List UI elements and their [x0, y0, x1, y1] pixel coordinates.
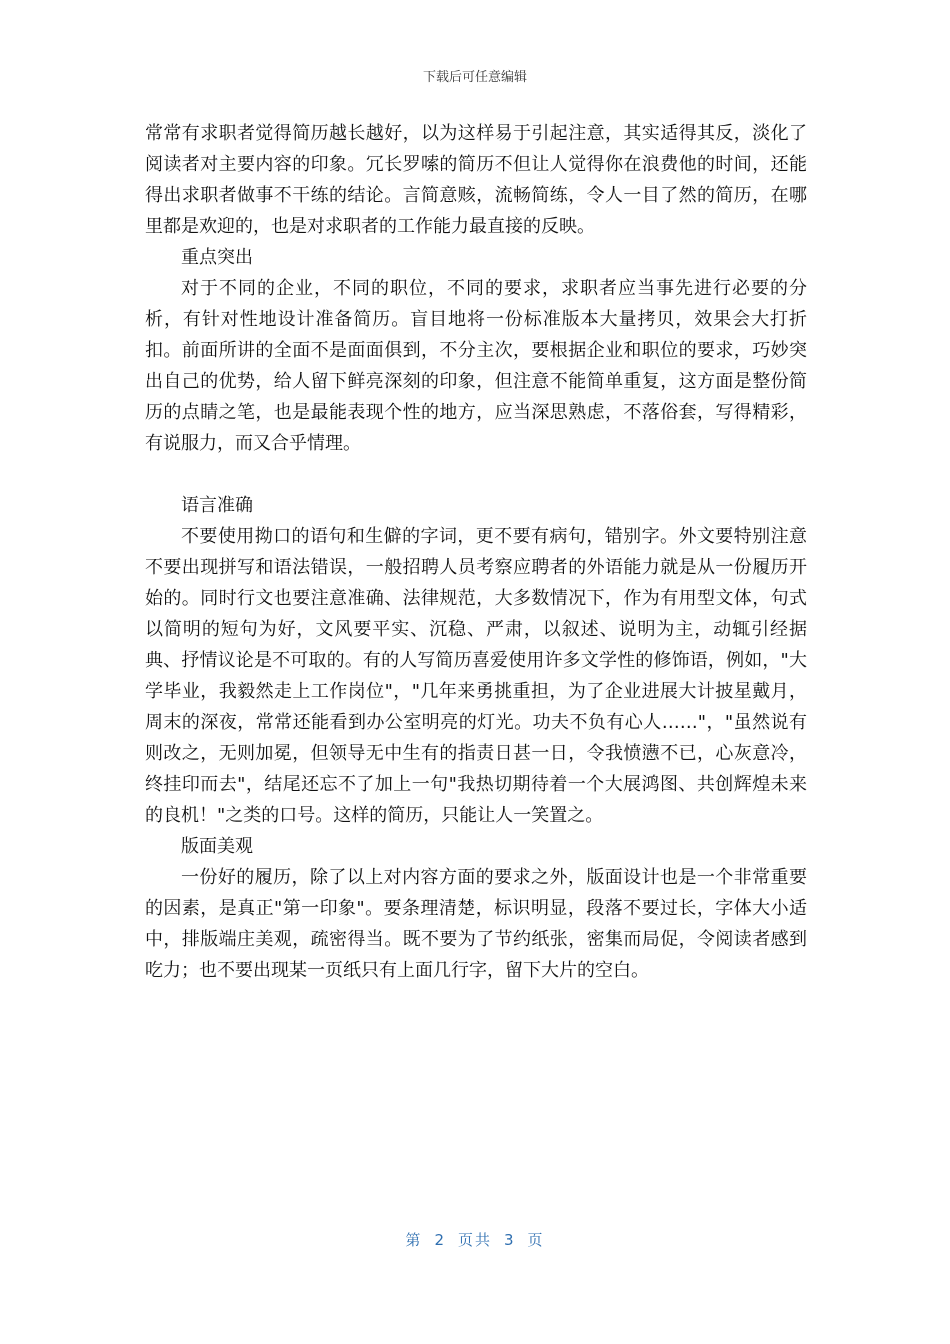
heading-key-points: 重点突出 — [181, 247, 253, 268]
footer-page-label: 第 — [405, 1231, 423, 1249]
paragraph-language: 不要使用拗口的语句和生僻的字词，更不要有病句，错别字。外文要特别注意不要出现拼写和语法错误，一般招聘人员考察应聘者的外语能力就是从一份履历开始的。同时行文也要注意准确、法律规范，大多数情况下，作为有用型文体，句式以简明的短句为好，文风要平实、沉稳、严肃，以叙述、说明为主，动辄引经据典、抒情议论是不可取的。有的人写简历喜爱使用许多文学性的修饰语，例如，"大学毕业，我毅然走上工作岗位"，"几年来勇挑重担，为了企业进展大计披星戴月，周末的深夜，常常还能看到办公室明亮的灯光。功夫不负有心人……"，"虽然说有则改之，无则加冕，但领导无中生有的指责日甚一日，令我愤懑不已，心灰意冷，终挂印而去"，结尾还忘不了加上一句"我热切期待着一个大展鸿图、共创辉煌未来的良机！"之类的口号。这样的简历，只能让人一笑置之。 — [145, 526, 807, 826]
paragraph-key-points: 对于不同的企业，不同的职位，不同的要求，求职者应当事先进行必要的分析，有针对性地设计准备简历。盲目地将一份标准版本大量拷贝，效果会大打折扣。前面所讲的全面不是面面俱到，不分主次，要根据企业和职位的要求，巧妙突出自己的优势，给人留下鲜亮深刻的印象，但注意不能简单重复，这方面是整份简历的点睛之笔，也是最能表现个性的地方，应当深思熟虑，不落俗套，写得精彩，有说服力，而又合乎情理。 — [145, 278, 807, 454]
footer-page-total: 3 — [504, 1231, 516, 1249]
footer-page-current: 2 — [434, 1231, 446, 1249]
page-header: 下载后可任意编辑 — [422, 70, 527, 85]
paragraph-intro: 常常有求职者觉得简历越长越好，以为这样易于引起注意，其实适得其反，淡化了阅读者对主要内容的印象。冗长罗嗦的简历不但让人觉得你在浪费他的时间，还能得出求职者做事不干练的结论。言简意赅，流畅简练，令人一目了然的简历，在哪里都是欢迎的，也是对求职者的工作能力最直接的反映。 — [145, 123, 807, 237]
heading-language: 语言准确 — [181, 495, 253, 516]
heading-layout: 版面美观 — [181, 836, 253, 857]
document-body — [145, 118, 807, 986]
footer-page-end: 页 — [527, 1231, 545, 1249]
paragraph-layout: 一份好的履历，除了以上对内容方面的要求之外，版面设计也是一个非常重要的因素，是真正"第一印象"。要条理清楚，标识明显，段落不要过长，字体大小适中，排版端庄美观，疏密得当。既不要为了节约纸张，密集而局促，令阅读者感到吃力；也不要出现某一页纸只有上面几行字，留下大片的空白。 — [145, 867, 807, 981]
section-spacer — [145, 459, 807, 490]
footer-page-mid: 页共 — [457, 1231, 492, 1249]
page-footer — [0, 1229, 950, 1250]
